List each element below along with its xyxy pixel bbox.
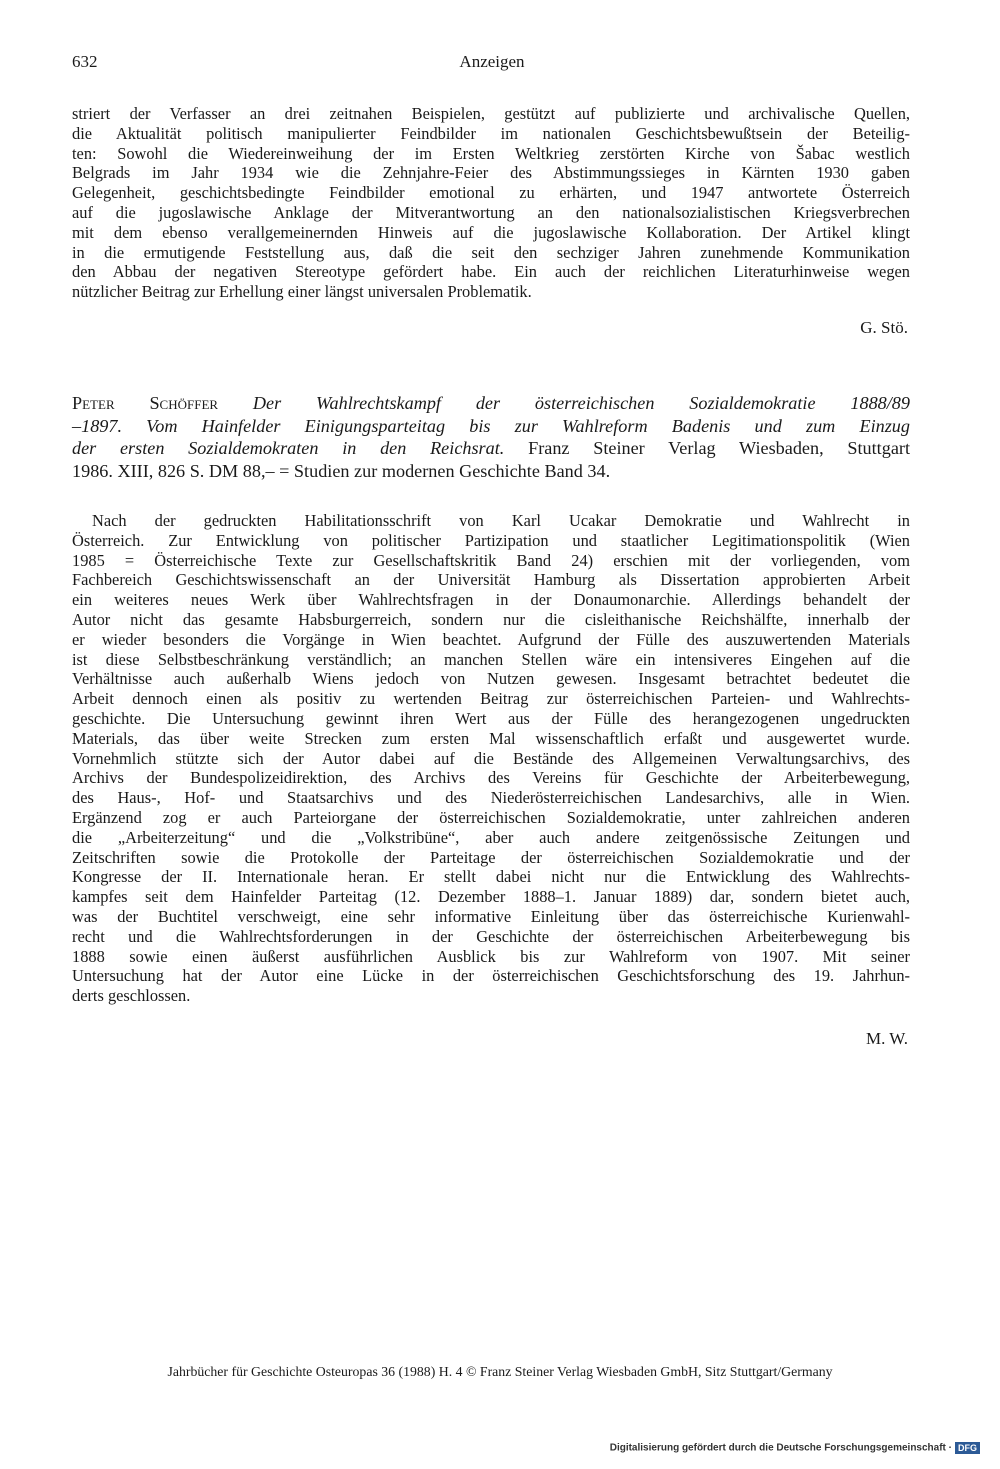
reviewer-signature-2: M. W.	[865, 1029, 908, 1048]
review-2-line: Materials, das über weite Strecken zum ersten Mal wissenschaftlich erfaßt und ausgewertet wurde.	[72, 728, 910, 748]
review-2-line	[72, 511, 910, 531]
cited-author: Karl Ucakar	[511, 511, 617, 530]
review-2-line: die „Arbeiterzeitung“ und die „Volkstribüne“, aber auch andere zeitgenössische Zeitungen und	[72, 827, 910, 847]
review-2-line: ein weiteres neues Werk über Wahlrechtsfragen in der Donaumonarchie. Allerdings behandelt der	[72, 590, 910, 610]
review-2-line: Vornehmlich stützte sich der Autor dabei auf die Bestände des Allgemeinen Verwaltungsarchivs, des	[72, 748, 910, 768]
review-1-line: mit dem ebenso verallgemeinernden Hinweis auf die jugoslawische Kollaboration. Der Artikel klingt	[72, 222, 910, 242]
review-2-line: Verhältnisse auch außerhalb Wiens jedoch von Nutzen gewesen. Insgesamt betrachtet bedeutet die	[72, 669, 910, 689]
review-2-line1-suffix: Demokratie und Wahlrecht in	[616, 511, 910, 530]
citation-title-part-2: –1897. Vom Hainfelder Einigungsparteitag bis zur Wahlreform Badenis und zum Einzug	[72, 415, 910, 436]
review-2-line: kampfes seit dem Hainfelder Parteitag (12. Dezember 1888–1. Januar 1889) dar, sondern bietet auch,	[72, 887, 910, 907]
page-number: 632	[72, 52, 98, 71]
reviewer-signature-1: G. Stö.	[860, 318, 908, 337]
review-2-line: Autor nicht das gesamte Habsburgerreich, sondern nur die cisleithanische Reichshälfte, innerhalb der	[72, 609, 910, 629]
review-1-line: nützlicher Beitrag zur Erhellung einer längst universalen Problematik.	[72, 282, 532, 302]
review-2-line: ist diese Selbstbeschränkung verständlich; an manchen Stellen wäre ein intensiveres Eingehen auf die	[72, 649, 910, 669]
review-2-line: recht und die Wahlrechtsforderungen in der Geschichte der österreichischen Arbeiterbewegung bis	[72, 926, 910, 946]
review-2-line: Österreich. Zur Entwicklung von politischer Partizipation und staatlicher Legitimationspolitik (Wien	[72, 530, 910, 550]
running-title: Anzeigen	[459, 52, 525, 71]
review-2-line: Untersuchung hat der Autor eine Lücke in der österreichischen Geschichtsforschung des 19. Jahrhun-	[72, 966, 910, 986]
review-2-line: Zeitschriften sowie die Protokolle der Parteitage der österreichischen Sozialdemokratie und der	[72, 847, 910, 867]
review-2-line: Ergänzend zog er auch Parteiorgane der österreichischen Sozialdemokratie, unter zahlreichen anderen	[72, 807, 910, 827]
review-1-line: Belgrads im Jahr 1934 wie die Zehnjahre-Feier des Abstimmungssieges in Kärnten 1930 gaben	[72, 163, 910, 183]
digitization-credit-text: Digitalisierung gefördert durch die Deutsche Forschungsgemeinschaft ·	[609, 1442, 952, 1454]
review-2-line: Kongresse der II. Internationale heran. Er stellt dabei nicht nur die Entwicklung des Wahlrechts-	[72, 867, 910, 887]
review-1-line: den Abbau der negativen Stereotype gefördert habe. Ein auch der reichlichen Literaturhinweise wegen	[72, 262, 910, 282]
review-2-line: geschichte. Die Untersuchung gewinnt ihren Wert aus der Fülle des herangezogenen ungedruckten	[72, 708, 910, 728]
dfg-logo: DFG	[955, 1442, 980, 1454]
citation-line-1	[72, 392, 910, 415]
citation-title-part-3: der ersten Sozialdemokraten in den Reichsrat.	[72, 438, 505, 459]
review-2-line: 1985 = Österreichische Texte zur Gesellschaftskritik Band 24) erschien mit der vorliegenden, vom	[72, 550, 910, 570]
citation-series: 1986. XIII, 826 S. DM 88,– = Studien zur modernen Geschichte Band 34.	[72, 460, 611, 481]
review-1-line: striert der Verfasser an drei zeitnahen Beispielen, gestützt auf publizierte und archivalische Quellen,	[72, 104, 910, 123]
review-2-line: Archivs der Bundespolizeidirektion, des Archivs des Vereins für Geschichte der Arbeiterbewegung,	[72, 768, 910, 788]
review-1-line: in die ermutigende Feststellung aus, daß die seit den sechziger Jahren zunehmende Kommunikation	[72, 242, 910, 262]
review-2-line: er wieder besonders die Vorgänge in Wien beachtet. Aufgrund der Fülle des auszuwertenden Materials	[72, 629, 910, 649]
page-header	[72, 52, 912, 78]
review-2-line: was der Buchtitel verschweigt, eine sehr informative Einleitung über das österreichische Kurienwahl-	[72, 906, 910, 926]
book-citation	[72, 392, 910, 482]
review-text-2	[72, 511, 910, 1006]
citation-publisher: Franz Steiner Verlag Wiesbaden, Stuttgart	[528, 438, 910, 459]
review-2-line: Arbeit dennoch einen als positiv zu wertenden Beitrag zur österreichischen Parteien- und Wahlrechts-	[72, 689, 910, 709]
journal-footer: Jahrbücher für Geschichte Osteuropas 36 (1988) H. 4 © Franz Steiner Verlag Wiesbaden GmbH, Sitz Stuttgart/Germany	[167, 1364, 833, 1379]
citation-author: Peter Schöffer	[72, 393, 219, 413]
review-2-line: Fachbereich Geschichtswissenschaft an der Universität Hamburg als Dissertation approbierten Arbeit	[72, 570, 910, 590]
citation-title-part-1: Der Wahlrechtskampf der österreichischen Sozialdemokratie 1888/89	[252, 393, 910, 413]
review-1-line: Gelegenheit, geschichtsbedingte Feindbilder emotional zu erhärten, und 1947 antwortete Österreich	[72, 183, 910, 203]
review-text-1	[72, 104, 910, 302]
review-1-line: die Aktualität politisch manipulierter Feindbilder im nationalen Geschichtsbewußtsein der Beteilig-	[72, 123, 910, 143]
review-1-line: ten: Sowohl die Wiedereinweihung der im Ersten Weltkrieg zerstörten Kirche von Šabac westlich	[72, 143, 910, 163]
review-2-line: des Haus-, Hof- und Staatsarchivs und des Niederösterreichischen Landesarchivs, alle in Wien.	[72, 788, 910, 808]
review-2-line1-prefix: Nach der gedruckten Habilitationsschrift von	[92, 511, 512, 530]
review-1-line: auf die jugoslawische Anklage der Mitverantwortung an den nationalsozialistischen Kriegsverbrechen	[72, 202, 910, 222]
review-2-line: derts geschlossen.	[72, 986, 191, 1006]
digitization-credit	[610, 1442, 980, 1454]
review-2-line: 1888 sowie einen äußerst ausführlichen Ausblick bis zur Wahlreform von 1907. Mit seiner	[72, 946, 910, 966]
citation-line-3	[72, 437, 910, 460]
